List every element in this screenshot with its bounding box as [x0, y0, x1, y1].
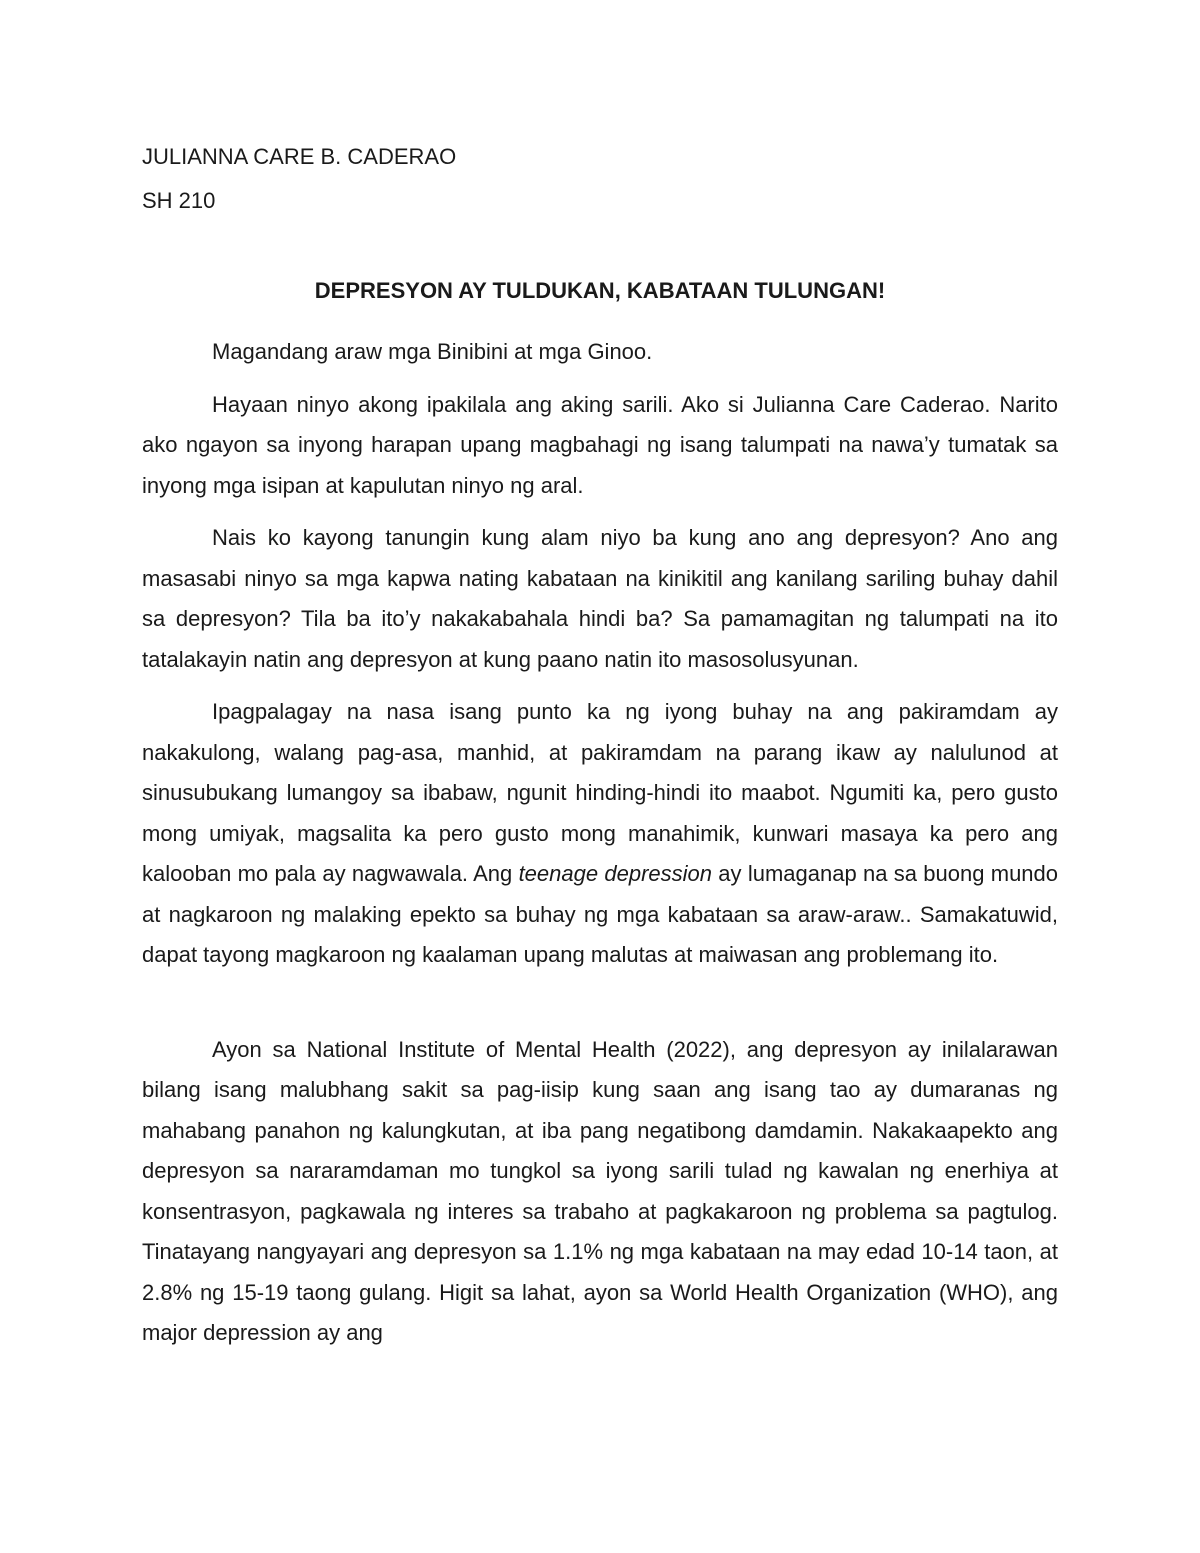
paragraph-greeting: Magandang araw mga Binibini at mga Ginoo. — [212, 339, 653, 364]
paragraph-statistics: Ayon sa National Institute of Mental Health (2022), ang depresyon ay inilalarawan bilang isang malubhang sakit sa pag-iisip kung saan ang isang tao ay dumaranas ng mahabang panahon ng kalungkutan, at iba pang negatibong damdamin. Nakakaapekto ang depresyon sa nararamdaman mo tungkol sa iyong sarili tulad ng kawalan ng enerhiya at konsentrasyon, pagkawala ng interes sa trabaho at pagkakaroon ng problema sa pagtulog. Tinatayang nangyayari ang depresyon sa 1.1% ng mga kabataan na may edad 10-14 taon, at 2.8% ng 15-19 taong gulang. Higit sa lahat, ayon sa World Health Organization (WHO), ang major depression ay ang — [142, 1036, 1058, 1345]
paragraph-description-text-b: ay lumaganap na sa buong mundo at nagkaroon ng malaking epekto sa buhay ng mga kabataan sa araw-araw.. Samakatuwid, dapat tayong magkaroon ng kaalaman upang malutas at maiwasan ang problemang ito. — [142, 861, 1059, 967]
paragraph-question: Nais ko kayong tanungin kung alam niyo ba kung ano ang depresyon? Ano ang masasabi ninyo sa mga kapwa nating kabataan na kinikitil ang kanilang sariling buhay dahil sa depresyon? Tila ba ito’y nakakabahala hindi ba? Sa pamamagitan ng talumpati na ito tatalakayin natin ang depresyon at kung paano natin ito masosolusyunan. — [142, 525, 1058, 672]
paragraph-description — [142, 692, 1058, 976]
speech-title: DEPRESYON AY TULDUKAN, KABATAAN TULUNGAN! — [314, 278, 886, 303]
paragraph-introduction: Hayaan ninyo akong ipakilala ang aking sarili. Ako si Julianna Care Caderao. Narito ako ngayon sa inyong harapan upang magbahagi ng isang talumpati na nawa’y tumatak sa inyong mga isipan at kapulutan ninyo ng aral. — [142, 391, 1058, 498]
paragraph-description-text-a: Ipagpalagay na nasa isang punto ka ng iyong buhay na ang pakiramdam ay nakakulong, walang pag-asa, manhid, at pakiramdam na parang ikaw ay nalulunod at sinusubukang lumangoy sa ibabaw, ngunit hinding-hindi ito maabot. Ngumiti ka, pero gusto mong umiyak, magsalita ka pero gusto mong manahimik, kunwari masaya ka pero ang kalooban mo pala ay nagwawala. Ang — [142, 699, 1058, 886]
paragraph-description-italic: teenage depression — [518, 861, 713, 886]
author-name: JULIANNA CARE B. CADERAO — [142, 144, 457, 169]
class-section: SH 210 — [142, 188, 216, 213]
speech-body — [142, 332, 1058, 1366]
